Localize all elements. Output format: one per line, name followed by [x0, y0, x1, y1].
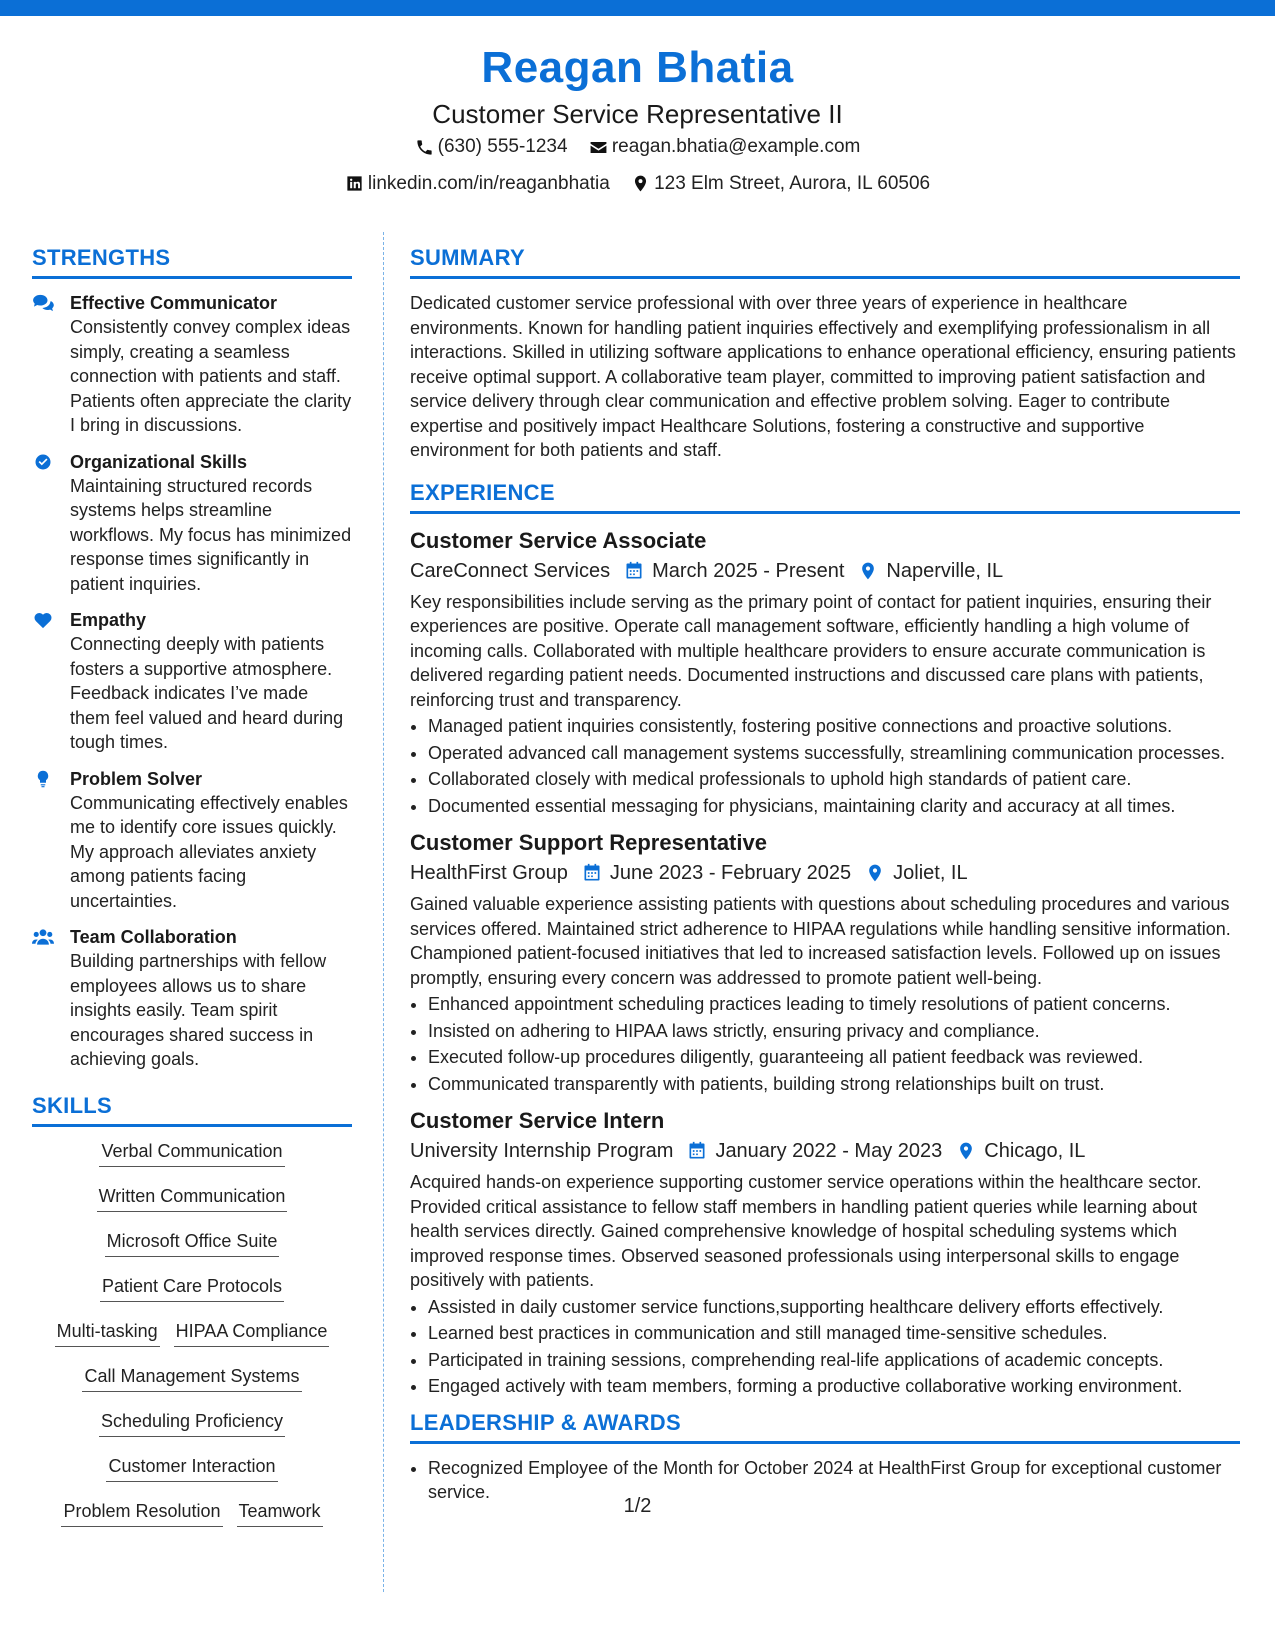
- list-item: • Collaborated closely with medical professionals to uphold high standards of patient care.: [428, 767, 1240, 792]
- leadership-heading: LEADERSHIP & AWARDS: [410, 1409, 1240, 1444]
- strength-item: [32, 291, 352, 438]
- check-circle-icon: [32, 453, 54, 471]
- job-company: HealthFirst Group: [410, 862, 568, 884]
- resume-header: [0, 40, 1275, 203]
- summary-text: Dedicated customer service professional with over three years of experience in healthcare environments. Known for handling patient inquiries effectively and exemplifying professionalism in all interactions. Skilled in utilizing software applications to enhance operational efficiency, ensuring patients receive optimal support. A collaborative team player, committed to improving patient satisfaction and service delivery through clear communication and effective problem solving. Eager to contribute expertise and positively impact Healthcare Solutions, fostering a constructive and supportive environment for both patients and staff.: [410, 293, 1236, 460]
- list-item: • Operated advanced call management systems successfully, streamlining communication processes.: [428, 741, 1240, 766]
- linkedin-icon: [345, 174, 364, 193]
- heart-icon: [32, 611, 54, 629]
- skill-tag: Microsoft Office Suite: [105, 1229, 280, 1257]
- calendar-icon: [687, 1141, 707, 1161]
- skill-tag: HIPAA Compliance: [174, 1319, 330, 1347]
- strengths-heading: STRENGTHS: [32, 244, 352, 279]
- strength-item: [32, 925, 352, 1072]
- job-title: Customer Service Intern: [410, 1108, 665, 1133]
- list-item: • Communicated transparently with patients, building strong relationships built on trust.: [428, 1072, 1240, 1097]
- address-contact: [631, 169, 930, 199]
- strength-item: [32, 450, 352, 597]
- strength-title: Empathy: [70, 610, 147, 630]
- job-description: Key responsibilities include serving as the primary point of contact for patient inquiries, ensuring their experiences are positive. Operate call management software, efficiently handling a high volume of incoming calls. Collaborated with multiple healthcare providers to ensure accurate communication is delivered regarding patient needs. Documented instructions and discussed care plans with patients, reinforcing trust and transparency.: [410, 591, 1212, 710]
- job-dates: June 2023 - February 2025: [609, 862, 852, 884]
- email-contact[interactable]: [589, 132, 860, 162]
- strength-item: [32, 608, 352, 755]
- lightbulb-icon: [32, 770, 54, 788]
- job-title: Customer Support Representative: [410, 830, 767, 855]
- skill-tag: Customer Interaction: [106, 1454, 277, 1482]
- job-bullets: [410, 714, 1240, 818]
- list-item: • Assisted in daily customer service functions,supporting healthcare delivery efforts effectively.: [428, 1295, 1240, 1320]
- job-meta: [410, 556, 1240, 586]
- job-location: Joliet, IL: [893, 862, 968, 884]
- map-pin-icon: [865, 863, 885, 883]
- job-location: Naperville, IL: [886, 559, 1004, 582]
- job-entry: [410, 1106, 1240, 1399]
- list-item: • Executed follow-up procedures diligently, guaranteeing all patient feedback was reviewed.: [428, 1045, 1240, 1070]
- skill-tag: Patient Care Protocols: [100, 1274, 284, 1302]
- skill-tag: Scheduling Proficiency: [99, 1409, 285, 1437]
- list-item: • Documented essential messaging for physicians, maintaining clarity and accuracy at all times.: [428, 794, 1240, 819]
- linkedin-text: linkedin.com/in/reaganbhatia: [367, 172, 610, 194]
- strength-title: Organizational Skills: [70, 451, 248, 472]
- email-text: reagan.bhatia@example.com: [611, 136, 861, 157]
- list-item: • Enhanced appointment scheduling practices leading to timely resolutions of patient concerns.: [428, 992, 1240, 1017]
- contact-row-2: [0, 169, 1275, 204]
- summary-heading: SUMMARY: [410, 244, 1240, 279]
- skill-tag: Verbal Communication: [99, 1139, 284, 1167]
- envelope-icon: [589, 138, 608, 157]
- phone-text: (630) 555-1234: [437, 136, 568, 157]
- comments-icon: [32, 294, 54, 312]
- skill-tag: Problem Resolution: [61, 1499, 222, 1527]
- skill-tag: Written Communication: [97, 1184, 288, 1212]
- list-item: • Engaged actively with team members, forming a productive collaborative working environment.: [428, 1374, 1240, 1399]
- job-entry: [410, 828, 1240, 1096]
- job-description: Acquired hands-on experience supporting customer service operations within the healthcare sector. Provided critical assistance to fellow staff members in handling patient queries while learning about health services directly. Gained comprehensive knowledge of hospital scheduling systems which improved response times. Observed seasoned professionals using interpersonal skills to engage positively with patients.: [410, 1172, 1202, 1290]
- calendar-icon: [582, 863, 602, 883]
- job-meta: [410, 1136, 1240, 1166]
- map-pin-icon: [631, 174, 650, 193]
- job-dates: March 2025 - Present: [652, 559, 845, 582]
- strength-title: Team Collaboration: [70, 927, 237, 947]
- skill-tag: Multi-tasking: [55, 1319, 160, 1347]
- job-title: Customer Service Associate: [410, 527, 707, 553]
- strength-description: Connecting deeply with patients fosters a supportive atmosphere. Feedback indicates I’ve made them feel valued and heard during tough times.: [70, 634, 344, 752]
- experience-heading: EXPERIENCE: [410, 479, 1240, 514]
- strength-description: Communicating effectively enables me to identify core issues quickly. My approach alleviates anxiety among patients facing uncertainties.: [70, 792, 348, 911]
- strength-item: [32, 767, 352, 914]
- address-text: 123 Elm Street, Aurora, IL 60506: [654, 172, 931, 194]
- job-meta: [410, 858, 1240, 888]
- skills-list: [32, 1139, 352, 1544]
- users-icon: [32, 928, 54, 946]
- phone-icon: [415, 138, 434, 157]
- column-divider: [383, 232, 384, 1592]
- job-location: Chicago, IL: [984, 1140, 1086, 1162]
- linkedin-contact[interactable]: [345, 169, 610, 199]
- map-pin-icon: [858, 561, 878, 581]
- strength-title: Problem Solver: [70, 768, 203, 789]
- strength-description: Maintaining structured records systems helps streamline workflows. My focus has minimized response times significantly in patient inquiries.: [70, 475, 352, 594]
- candidate-name: Reagan Bhatia: [481, 43, 794, 92]
- job-company: CareConnect Services: [410, 559, 611, 582]
- job-company: University Internship Program: [410, 1140, 674, 1162]
- job-entry: [410, 526, 1240, 819]
- top-accent-bar: [0, 0, 1275, 16]
- job-description: Gained valuable experience assisting patients with questions about scheduling procedures and various services offered. Maintained strict adherence to HIPAA regulations while handling sensitive information. Championed patient-focused initiatives that led to increased satisfaction levels. Followed up on issues promptly, ensuring every concern was addressed to promote patient well-being.: [410, 894, 1231, 988]
- strength-title: Effective Communicator: [70, 293, 278, 313]
- strength-description: Consistently convey complex ideas simply, creating a seamless connection with patients and staff. Patients often appreciate the clarity I bring in discussions.: [70, 317, 352, 435]
- list-item: • Participated in training sessions, comprehending real-life applications of academic concepts.: [428, 1348, 1240, 1373]
- map-pin-icon: [956, 1141, 976, 1161]
- calendar-icon: [624, 561, 644, 581]
- list-item: • Insisted on adhering to HIPAA laws strictly, ensuring privacy and compliance.: [428, 1019, 1240, 1044]
- contact-row-1: [0, 132, 1275, 167]
- job-dates: January 2022 - May 2023: [715, 1140, 943, 1162]
- list-item: • Managed patient inquiries consistently, fostering positive connections and proactive solutions.: [428, 714, 1240, 739]
- skill-tag: Call Management Systems: [82, 1364, 301, 1392]
- skill-tag: Teamwork: [237, 1499, 323, 1527]
- page-number: 1/2: [623, 1495, 652, 1517]
- job-bullets: [410, 992, 1240, 1096]
- skills-heading: SKILLS: [32, 1092, 352, 1127]
- left-column: [32, 244, 352, 1544]
- candidate-title: Customer Service Representative II: [432, 99, 843, 129]
- list-item: • Recognized Employee of the Month for October 2024 at HealthFirst Group for exceptional customer service.: [428, 1456, 1240, 1505]
- phone-contact: [415, 132, 568, 162]
- right-column: [410, 244, 1240, 1507]
- list-item: • Learned best practices in communication and still managed time-sensitive schedules.: [428, 1321, 1240, 1346]
- job-bullets: [410, 1295, 1240, 1399]
- strength-description: Building partnerships with fellow employees allows us to share insights easily. Team spirit encourages shared success in achieving goals.: [70, 951, 327, 1069]
